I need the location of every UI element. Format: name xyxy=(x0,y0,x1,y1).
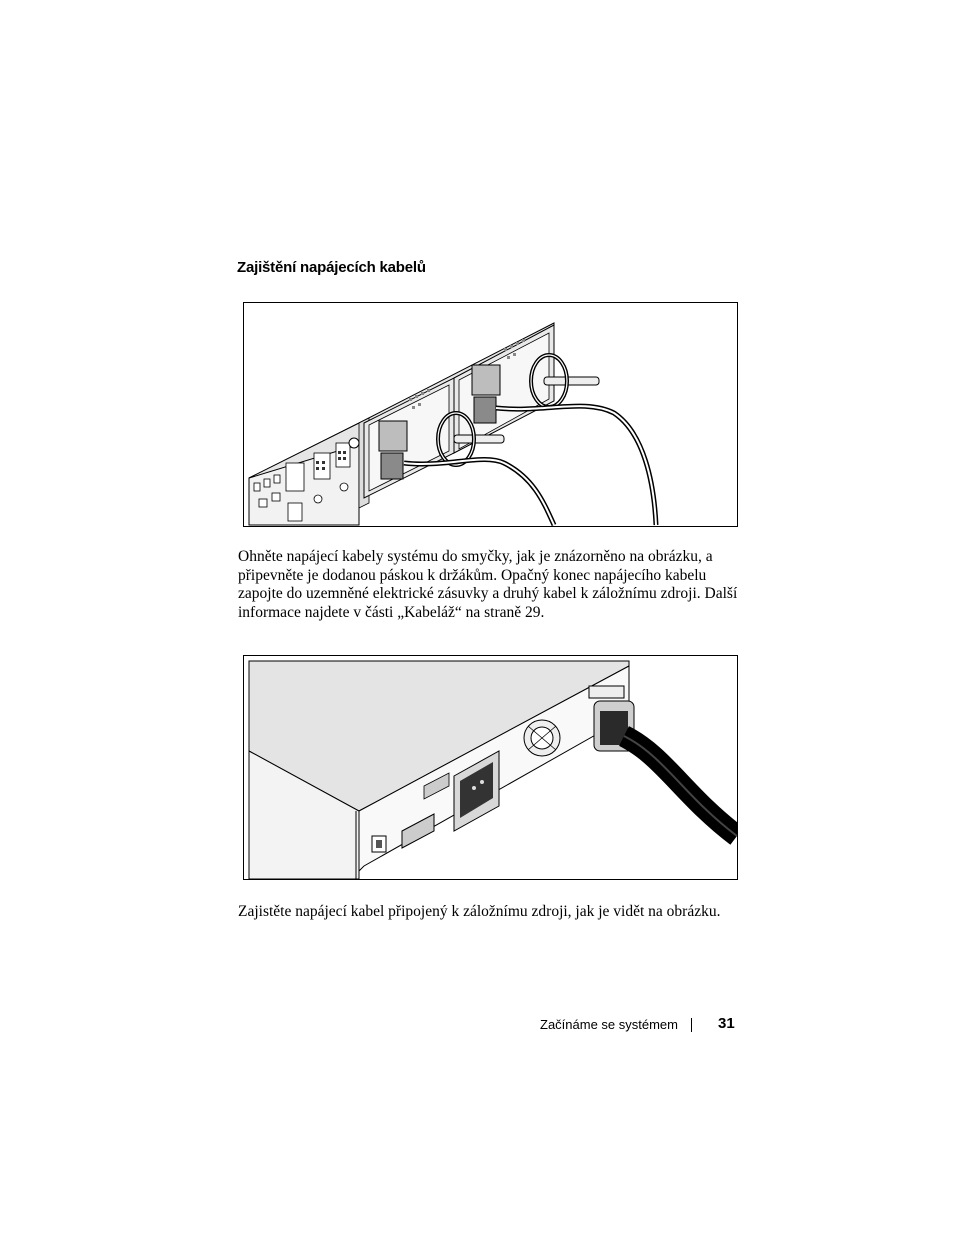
instruction-paragraph-2 xyxy=(238,903,738,922)
page-number: 31 xyxy=(718,1015,735,1032)
instruction-paragraph-1 xyxy=(238,548,738,622)
section-heading: Zajištění napájecích kabelů xyxy=(237,259,426,276)
paragraph-line: Ohněte napájecí kabely systému do smyčky, jak je znázorněno na obrázku, a xyxy=(238,548,713,565)
ups-illustration xyxy=(244,656,737,879)
server-illustration xyxy=(244,303,737,526)
footer-separator xyxy=(691,1018,692,1032)
ups-power-cable-figure xyxy=(243,655,738,880)
footer-chapter-title: Začínáme se systémem xyxy=(540,1017,678,1032)
paragraph-line: připevněte je dodanou páskou k držákům. Opačný konec napájecího kabelu xyxy=(238,566,707,584)
paragraph-line: zapojte do uzemněné elektrické zásuvky a druhý kabel k záložnímu zdroji. Další xyxy=(238,585,738,603)
server-power-cables-figure xyxy=(243,302,738,527)
paragraph-line: informace najdete v části „Kabeláž“ na straně 29. xyxy=(238,603,545,621)
paragraph-line: Zajistěte napájecí kabel připojený k záložnímu zdroji, jak je vidět na obrázku. xyxy=(238,903,721,920)
